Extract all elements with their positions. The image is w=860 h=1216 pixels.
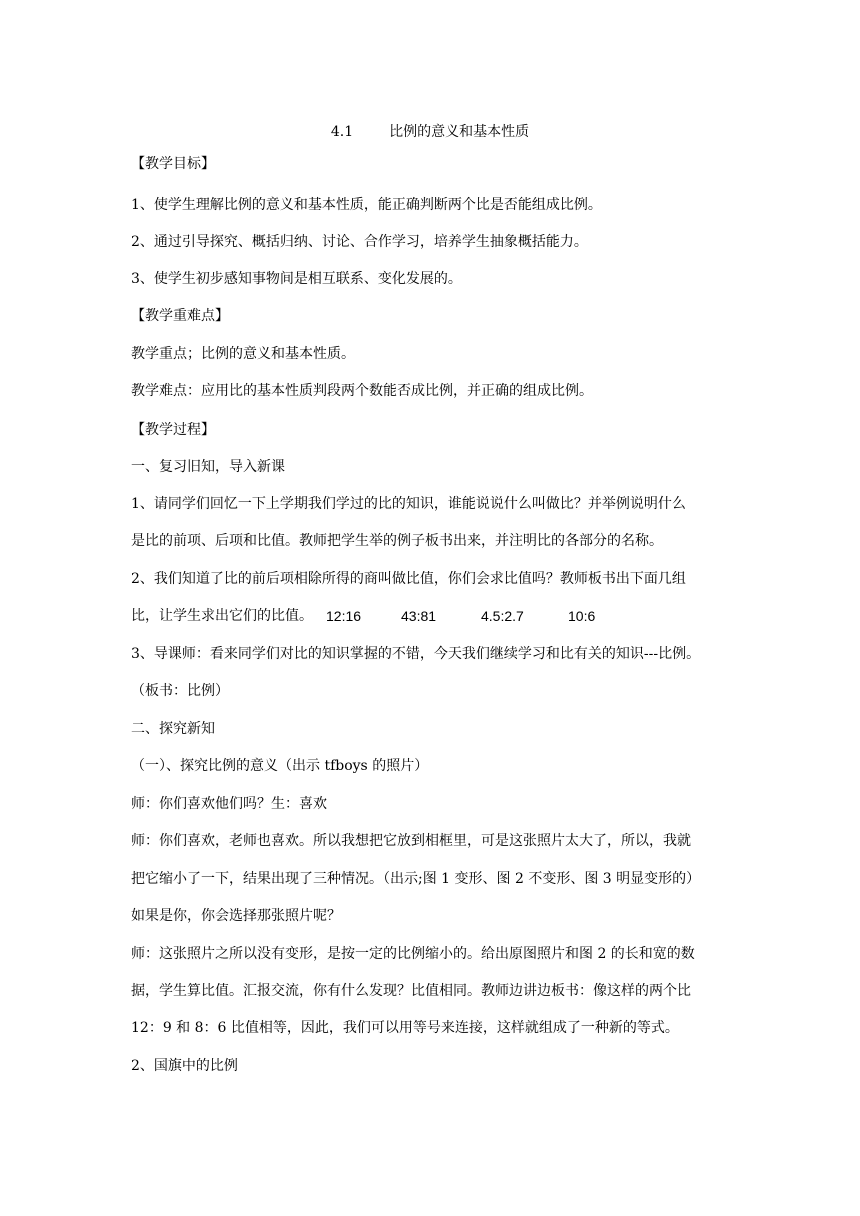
objective-1: 1、使学生理解比例的意义和基本性质，能正确判断两个比是否能组成比例。 — [131, 197, 602, 213]
section-number: 4.1 — [330, 124, 354, 140]
heading-objectives: 【教学目标】 — [131, 156, 215, 172]
paragraph-line: 如果是你，你会选择那张照片呢？ — [131, 908, 341, 924]
paragraph-line: （板书：比例） — [131, 683, 229, 699]
page-title — [0, 123, 860, 141]
ratio-item: 12:16 — [326, 608, 362, 624]
dialogue-line: 师：你们喜欢他们吗？生：喜欢 — [131, 796, 327, 812]
paragraph-line: 1、请同学们回忆一下上学期我们学过的比的知识，谁能说说什么叫做比？并举例说明什么 — [131, 496, 686, 512]
ratio-item: 10:6 — [568, 608, 596, 624]
paragraph-line: 2、我们知道了比的前后项相除所得的商叫做比值，你们会求比值吗？教师板书出下面几组 — [131, 571, 686, 587]
section-two-heading: 二、探究新知 — [131, 721, 215, 737]
section-one-heading: 一、复习旧知，导入新课 — [131, 459, 285, 475]
difficult-point: 教学难点：应用比的基本性质判段两个数能否成比例，并正确的组成比例。 — [131, 383, 593, 399]
subsection-heading: （一）、探究比例的意义（出示 tfboys 的照片） — [131, 758, 429, 774]
heading-process: 【教学过程】 — [131, 422, 215, 438]
paragraph-line: 师：你们喜欢，老师也喜欢。所以我想把它放到相框里，可是这张照片太大了，所以，我就 — [131, 833, 691, 849]
subsection-heading: 2、国旗中的比例 — [131, 1058, 238, 1074]
paragraph-line: 是比的前项、后项和比值。教师把学生举的例子板书出来，并注明比的各部分的名称。 — [131, 533, 663, 549]
key-point: 教学重点；比例的意义和基本性质。 — [131, 346, 355, 362]
ratio-item: 4.5:2.7 — [481, 608, 524, 624]
objective-3: 3、使学生初步感知事物间是相互联系、变化发展的。 — [131, 271, 462, 287]
ratio-item: 43:81 — [401, 608, 437, 624]
heading-key-points: 【教学重难点】 — [131, 308, 229, 324]
objective-2: 2、通过引导探究、概括归纳、讨论、合作学习，培养学生抽象概括能力。 — [131, 234, 588, 250]
paragraph-line: 把它缩小了一下，结果出现了三种情况。（出示;图 1 变形、图 2 不变形、图 3 明显变形的） — [131, 871, 701, 887]
paragraph-line: 据，学生算比值。汇报交流，你有什么发现？比值相同。教师边讲边板书：像这样的两个比 — [131, 983, 691, 999]
ratios-line — [131, 607, 736, 625]
ratios-intro: 比，让学生求出它们的比值。 — [131, 608, 313, 624]
paragraph-line: 师：这张照片之所以没有变形，是按一定的比例缩小的。给出原图照片和图 2 的长和宽的数 — [131, 946, 695, 962]
paragraph-line: 3、导课师：看来同学们对比的知识掌握的不错，今天我们继续学习和比有关的知识---比例。 — [131, 646, 701, 662]
paragraph-line: 12：9 和 8：6 比值相等，因此，我们可以用等号来连接，这样就组成了一种新的等式。 — [131, 1020, 679, 1036]
section-title: 比例的意义和基本性质 — [389, 124, 530, 140]
